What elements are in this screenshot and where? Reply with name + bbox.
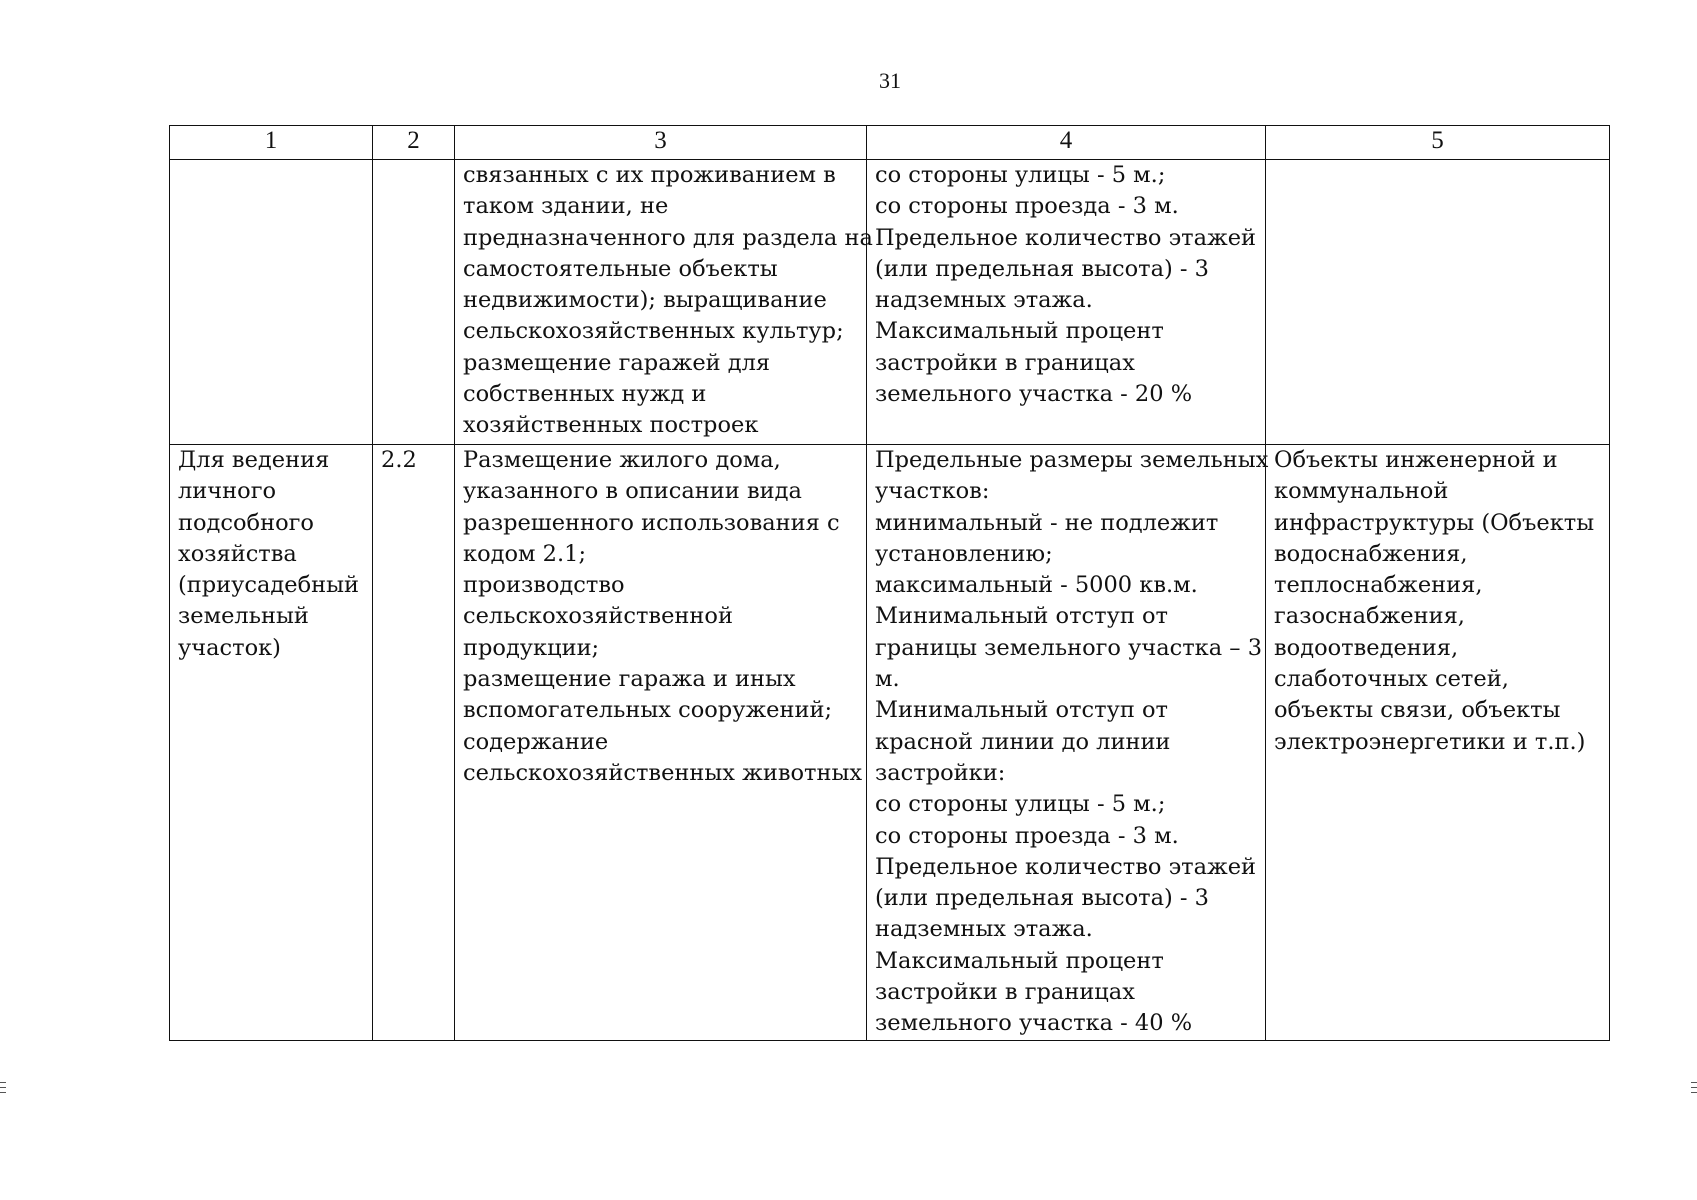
cell-text-line: надземных этажа. bbox=[875, 287, 1093, 314]
cell-text-line: водоотведения, bbox=[1274, 634, 1459, 661]
cell-text-line: размещение гаражей для bbox=[463, 349, 771, 376]
table-row bbox=[170, 160, 1610, 445]
right-margin-mark bbox=[1691, 1087, 1697, 1088]
cell-text-line: границы земельного участка – 3 bbox=[875, 634, 1263, 661]
table-cell-col-4 bbox=[867, 445, 1269, 1041]
table-cell-col-5 bbox=[1266, 160, 1610, 445]
zoning-table bbox=[169, 125, 1610, 1041]
column-header-5: 5 bbox=[1266, 126, 1610, 160]
cell-text-line: инфраструктуры (Объекты bbox=[1274, 509, 1595, 536]
cell-text-line: земельный bbox=[178, 603, 309, 630]
cell-text-line: 2.2 bbox=[381, 447, 417, 473]
table-cell-col-4 bbox=[867, 160, 1266, 445]
cell-text-line: водоснабжения, bbox=[1274, 540, 1468, 567]
table-cell-col-1 bbox=[170, 445, 373, 1041]
cell-text-line: газоснабжения, bbox=[1274, 603, 1465, 630]
cell-text-line: указанного в описании вида bbox=[463, 478, 802, 505]
table-header-row bbox=[170, 126, 1610, 160]
cell-text-line: хозяйственных построек bbox=[463, 412, 759, 439]
cell-text-line: застройки: bbox=[875, 759, 1006, 786]
cell-text-line: надземных этажа. bbox=[875, 916, 1093, 943]
right-margin-mark bbox=[1691, 1092, 1697, 1093]
cell-text-line: производство bbox=[463, 572, 625, 599]
cell-text-line: Максимальный процент bbox=[875, 318, 1164, 345]
left-margin-mark bbox=[0, 1087, 6, 1088]
table-cell-col-3 bbox=[455, 160, 873, 445]
cell-text-line: личного bbox=[178, 478, 277, 505]
cell-text-line: разрешенного использования с bbox=[463, 509, 840, 536]
cell-text-line: таком здании, не bbox=[463, 193, 669, 220]
cell-text-line: вспомогательных сооружений; bbox=[463, 697, 833, 724]
cell-text-line: сельскохозяйственных животных bbox=[463, 759, 863, 786]
cell-text-line: Предельное количество этажей bbox=[875, 224, 1257, 251]
column-header-3: 3 bbox=[455, 126, 867, 160]
cell-text-line: сельскохозяйственной bbox=[463, 603, 733, 630]
cell-text-line: земельного участка - 40 % bbox=[875, 1010, 1193, 1037]
cell-text-line: предназначенного для раздела на bbox=[463, 224, 873, 251]
cell-text-line: застройки в границах bbox=[875, 979, 1135, 1006]
cell-text-line: самостоятельные объекты bbox=[463, 255, 778, 282]
cell-text-line: (приусадебный bbox=[178, 572, 360, 599]
table-row bbox=[170, 445, 1610, 1041]
cell-text-line: участков: bbox=[875, 478, 990, 505]
cell-text-line: (или предельная высота) - 3 bbox=[875, 255, 1209, 282]
table-cell-col-2 bbox=[373, 445, 455, 1041]
cell-text-line: со стороны улицы - 5 м.; bbox=[875, 162, 1166, 188]
cell-text-line: слаботочных сетей, bbox=[1274, 666, 1509, 693]
column-header-4: 4 bbox=[867, 126, 1266, 160]
left-margin-mark bbox=[0, 1082, 6, 1083]
cell-text-line: застройки в границах bbox=[875, 349, 1135, 376]
cell-text-line: недвижимости); выращивание bbox=[463, 287, 827, 314]
cell-text-line: электроэнергетики и т.п.) bbox=[1274, 728, 1586, 755]
cell-text-line: размещение гаража и иных bbox=[463, 666, 796, 693]
cell-text-line: Максимальный процент bbox=[875, 947, 1164, 974]
cell-text-line: хозяйства bbox=[178, 540, 297, 567]
cell-text-line: коммунальной bbox=[1274, 478, 1449, 505]
left-margin-mark bbox=[0, 1092, 6, 1093]
cell-text-line: м. bbox=[875, 666, 900, 693]
cell-text-line: подсобного bbox=[178, 509, 314, 536]
cell-text-line: сельскохозяйственных культур; bbox=[463, 318, 844, 345]
cell-text-line: Минимальный отступ от bbox=[875, 603, 1168, 630]
cell-text-line: красной линии до линии bbox=[875, 728, 1171, 755]
cell-text-line: минимальный - не подлежит bbox=[875, 509, 1219, 536]
cell-text-line: со стороны улицы - 5 м.; bbox=[875, 791, 1166, 818]
cell-text-line: максимальный - 5000 кв.м. bbox=[875, 572, 1198, 599]
table-cell-col-5 bbox=[1266, 445, 1610, 1041]
table-cell-col-2 bbox=[373, 160, 455, 445]
cell-text-line: содержание bbox=[463, 728, 609, 755]
cell-text-line: установлению; bbox=[875, 540, 1053, 567]
cell-text-line: Для ведения bbox=[178, 447, 330, 473]
right-margin-mark bbox=[1691, 1082, 1697, 1083]
cell-text-line: объекты связи, объекты bbox=[1274, 697, 1561, 724]
table-body bbox=[170, 160, 1610, 1041]
cell-text-line: Предельное количество этажей bbox=[875, 853, 1257, 880]
cell-text-line: продукции; bbox=[463, 634, 600, 661]
column-header-1: 1 bbox=[170, 126, 373, 160]
cell-text-line: связанных с их проживанием в bbox=[463, 162, 836, 188]
cell-text-line: (или предельная высота) - 3 bbox=[875, 885, 1209, 912]
cell-text-line: теплоснабжения, bbox=[1274, 572, 1483, 599]
column-header-2: 2 bbox=[373, 126, 455, 160]
cell-text-line: со стороны проезда - 3 м. bbox=[875, 193, 1179, 220]
cell-text-line: кодом 2.1; bbox=[463, 540, 587, 567]
cell-text-line: участок) bbox=[178, 634, 281, 661]
cell-text-line: Объекты инженерной и bbox=[1274, 447, 1558, 473]
cell-text-line: Предельные размеры земельных bbox=[875, 447, 1269, 473]
cell-text-line: земельного участка - 20 % bbox=[875, 381, 1193, 408]
cell-text-line: Размещение жилого дома, bbox=[463, 447, 781, 473]
cell-text-line: Минимальный отступ от bbox=[875, 697, 1168, 724]
table-cell-col-3 bbox=[455, 445, 867, 1041]
cell-text-line: собственных нужд и bbox=[463, 381, 707, 408]
table-cell-col-1 bbox=[170, 160, 373, 445]
page-number: 31 bbox=[879, 68, 901, 93]
cell-text-line: со стороны проезда - 3 м. bbox=[875, 822, 1179, 849]
